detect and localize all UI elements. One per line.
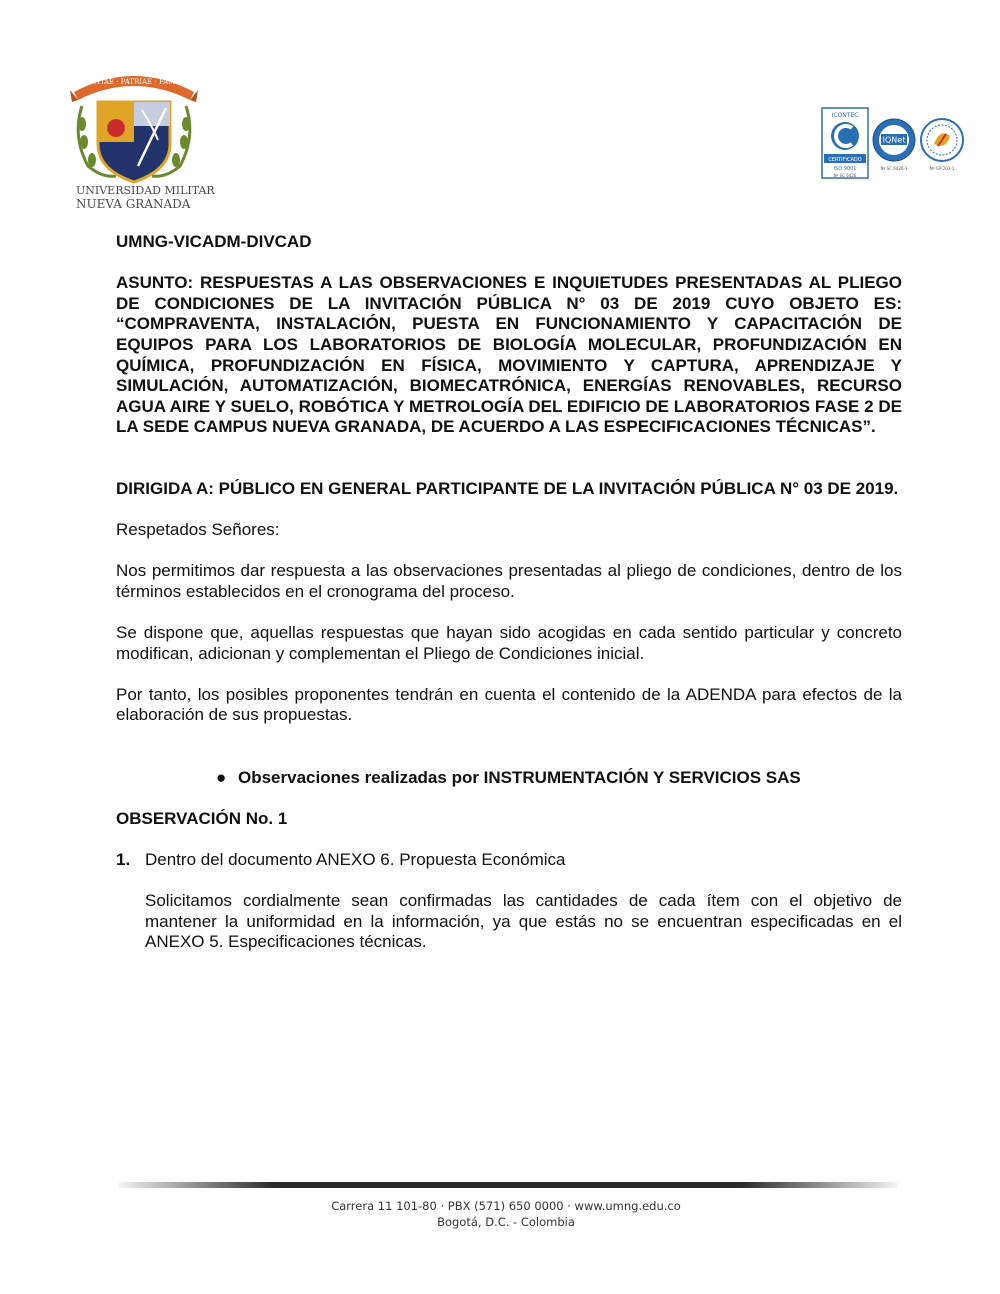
university-logo [68, 66, 215, 216]
seal3-code-text: Nº GP 203-1 [929, 166, 955, 171]
observation-title: OBSERVACIÓN No. 1 [116, 808, 288, 828]
bullet-heading [116, 768, 902, 789]
document-reference: UMNG-VICADM-DIVCAD [116, 232, 312, 251]
footer [256, 1199, 756, 1230]
document-subject: ASUNTO: RESPUESTAS A LAS OBSERVACIONES E INQUIETUDES PRESENTADAS AL PLIEGO DE CONDICIONES DE LA INVITACIÓN PÚBLICA N° 03 DE 2019 CUYO OBJETO ES: “COMPRAVENTA, INSTALACIÓN, PUESTA EN FUNCIONAMIENTO Y CAPACITACIÓN DE EQUIPOS PARA LOS LABORATORIOS DE BIOLOGÍA MOLECULAR, PROFUNDIZACIÓN EN QUÍMICA, PROFUNDIZACIÓN EN FÍSICA, MOVIMIENTO Y CAPTURA, APRENDIZAJE Y SIMULACIÓN, AUTOMATIZACIÓN, BIOMECATRÓNICA, ENERGÍAS RENOVABLES, RECURSO AGUA AIRE Y SUELO, ROBÓTICA Y METROLOGÍA DEL EDIFICIO DE LABORATORIOS FASE 2 DE LA SEDE CAMPUS NUEVA GRANADA, DE ACUERDO A LAS ESPECIFICACIONES TÉCNICAS”. [116, 273, 902, 437]
footer-address: Carrera 11 101-80 · PBX (571) 650 0000 · www.umng.edu.co [331, 1199, 681, 1213]
footer-city: Bogotá, D.C. - Colombia [437, 1214, 575, 1229]
item-body: Solicitamos cordialmente sean confirmadas las cantidades de cada ítem con el objetivo de mantener la uniformidad en la información, ya que estás no se encuentran especificadas en el ANEXO 5. Especificaciones técnicas. [145, 891, 902, 952]
university-crest-icon [68, 66, 215, 216]
icontec-iso-9001-seal-icon [822, 108, 868, 178]
item-text: Dentro del documento ANEXO 6. Propuesta Económica [145, 849, 566, 869]
paragraph-3: Por tanto, los posibles proponentes tendrán en cuenta el contenido de la ADENDA para efectos de la elaboración de sus propuestas. [116, 684, 902, 725]
certification-seals [820, 106, 968, 182]
seal1-mid-text: CERTIFICADO [828, 157, 862, 163]
seal2-code-text: Nº SC 6426-1 [880, 166, 908, 171]
greeting: Respetados Señores: [116, 520, 280, 540]
item-number: 1. [116, 849, 131, 869]
list-item [116, 850, 902, 871]
seal1-bottom-text: ISO 9001 [833, 166, 857, 172]
paragraph-1: Nos permitimos dar respuesta a las observaciones presentadas al pliego de condiciones, dentro de los términos establecidos en el cronograma del proceso. [116, 561, 902, 601]
seal2-text: IQNet [882, 135, 906, 145]
iqnet-seal-icon [873, 119, 915, 171]
bullet-heading-text: Observaciones realizadas por INSTRUMENTACIÓN Y SERVICIOS SAS [238, 767, 801, 787]
university-name-line1: UNIVERSIDAD MILITAR [76, 184, 215, 197]
seal1-code-text: Nº SC 6426 [833, 173, 857, 178]
university-name-line2: NUEVA GRANADA [76, 197, 191, 211]
footer-divider [118, 1182, 898, 1188]
paragraph-2: Se dispone que, aquellas respuestas que hayan sido acogidas en cada sentido particular y concreto modifican, adicionan y complementan el Pliego de Condiciones inicial. [116, 623, 902, 663]
bullet-dot-icon: ● [216, 767, 227, 787]
seal1-top-text: ICONTEC [831, 112, 859, 119]
crest-motto: SCIENTIAE · PATRIAE · FAMILIAE [72, 78, 196, 86]
addressed-to: DIRIGIDA A: PÚBLICO EN GENERAL PARTICIPANTE DE LA INVITACIÓN PÚBLICA N° 03 DE 2019. [116, 478, 899, 498]
icontec-gp-1000-seal-icon [921, 119, 963, 171]
certification-seals-icon [820, 106, 968, 182]
document-body [116, 232, 902, 953]
